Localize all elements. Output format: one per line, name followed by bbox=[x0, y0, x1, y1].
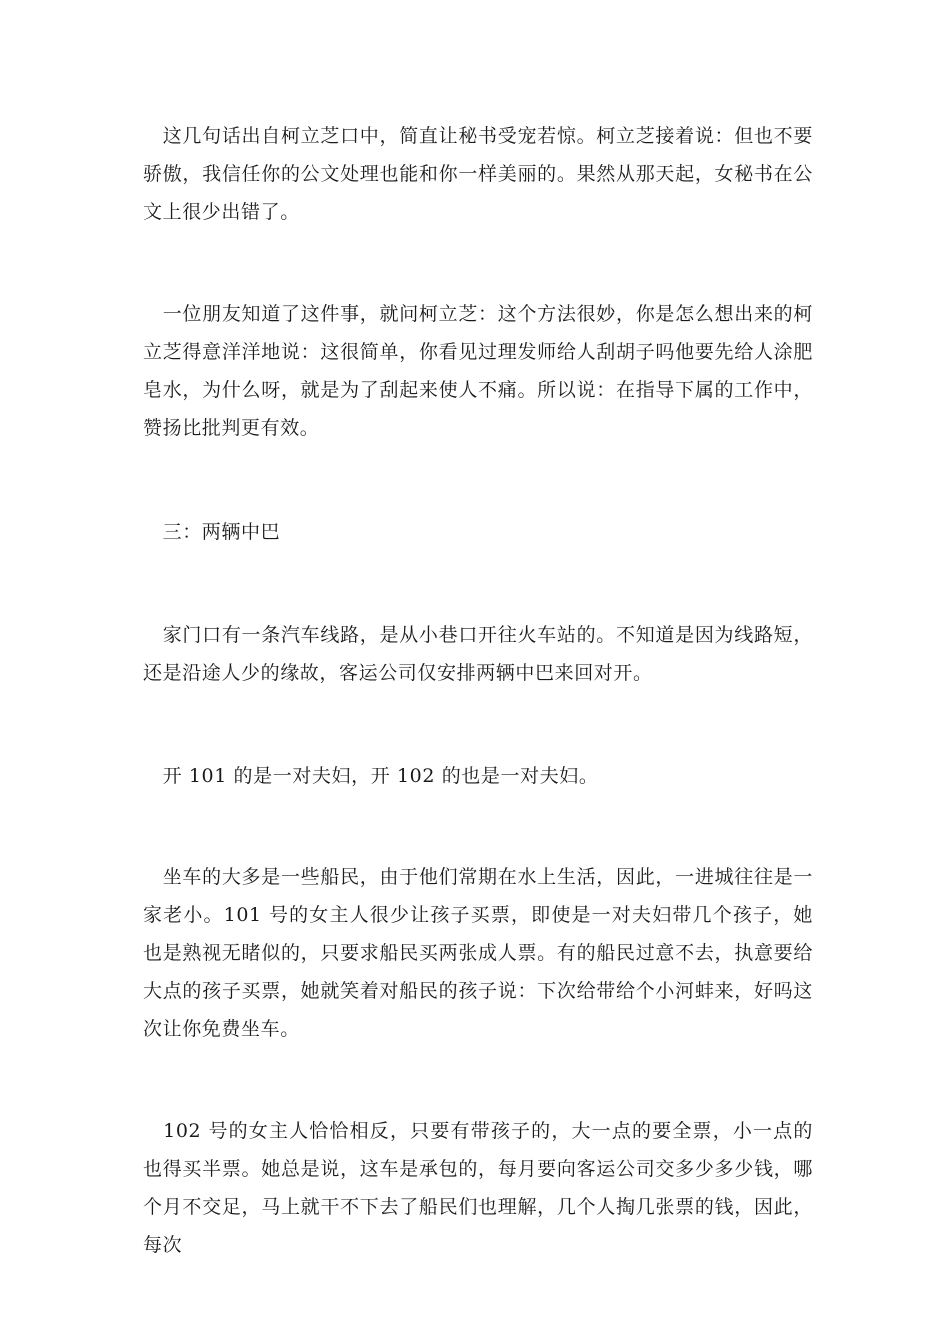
paragraph: 家门口有一条汽车线路，是从小巷口开往火车站的。不知道是因为线路短，还是沿途人少的缘故，客运公司仅安排两辆中巴来回对开。 bbox=[143, 624, 813, 684]
paragraph: 坐车的大多是一些船民，由于他们常期在水上生活，因此，一进城往往是一家老小。101 号的女主人很少让孩子买票，即使是一对夫妇带几个孩子，她也是熟视无睹似的，只要求船民买两张成人票。有的船民过意不去，执意要给大点的孩子买票，她就笑着对船民的孩子说：下次给带给个小河蚌来，好吗这次让你免费坐车。 bbox=[143, 866, 813, 1040]
section-heading: 三：两辆中巴 bbox=[143, 521, 281, 543]
paragraph: 这几句话出自柯立芝口中，简直让秘书受宠若惊。柯立芝接着说：但也不要骄傲，我信任你的公文处理也能和你一样美丽的。果然从那天起，女秘书在公文上很少出错了。 bbox=[143, 125, 813, 223]
paragraph: 开 101 的是一对夫妇，开 102 的也是一对夫妇。 bbox=[143, 765, 599, 787]
paragraph: 一位朋友知道了这件事，就问柯立芝：这个方法很妙，你是怎么想出来的柯立芝得意洋洋地说：这很简单，你看见过理发师给人刮胡子吗他要先给人涂肥皂水，为什么呀，就是为了刮起来使人不痛。所以说：在指导下属的工作中，赞扬比批判更有效。 bbox=[143, 303, 813, 439]
paragraph: 102 号的女主人恰恰相反，只要有带孩子的，大一点的要全票，小一点的也得买半票。她总是说，这车是承包的，每月要向客运公司交多少多少钱，哪个月不交足，马上就干不下去了船民们也理解，几个人掏几张票的钱，因此，每次 bbox=[143, 1120, 813, 1256]
